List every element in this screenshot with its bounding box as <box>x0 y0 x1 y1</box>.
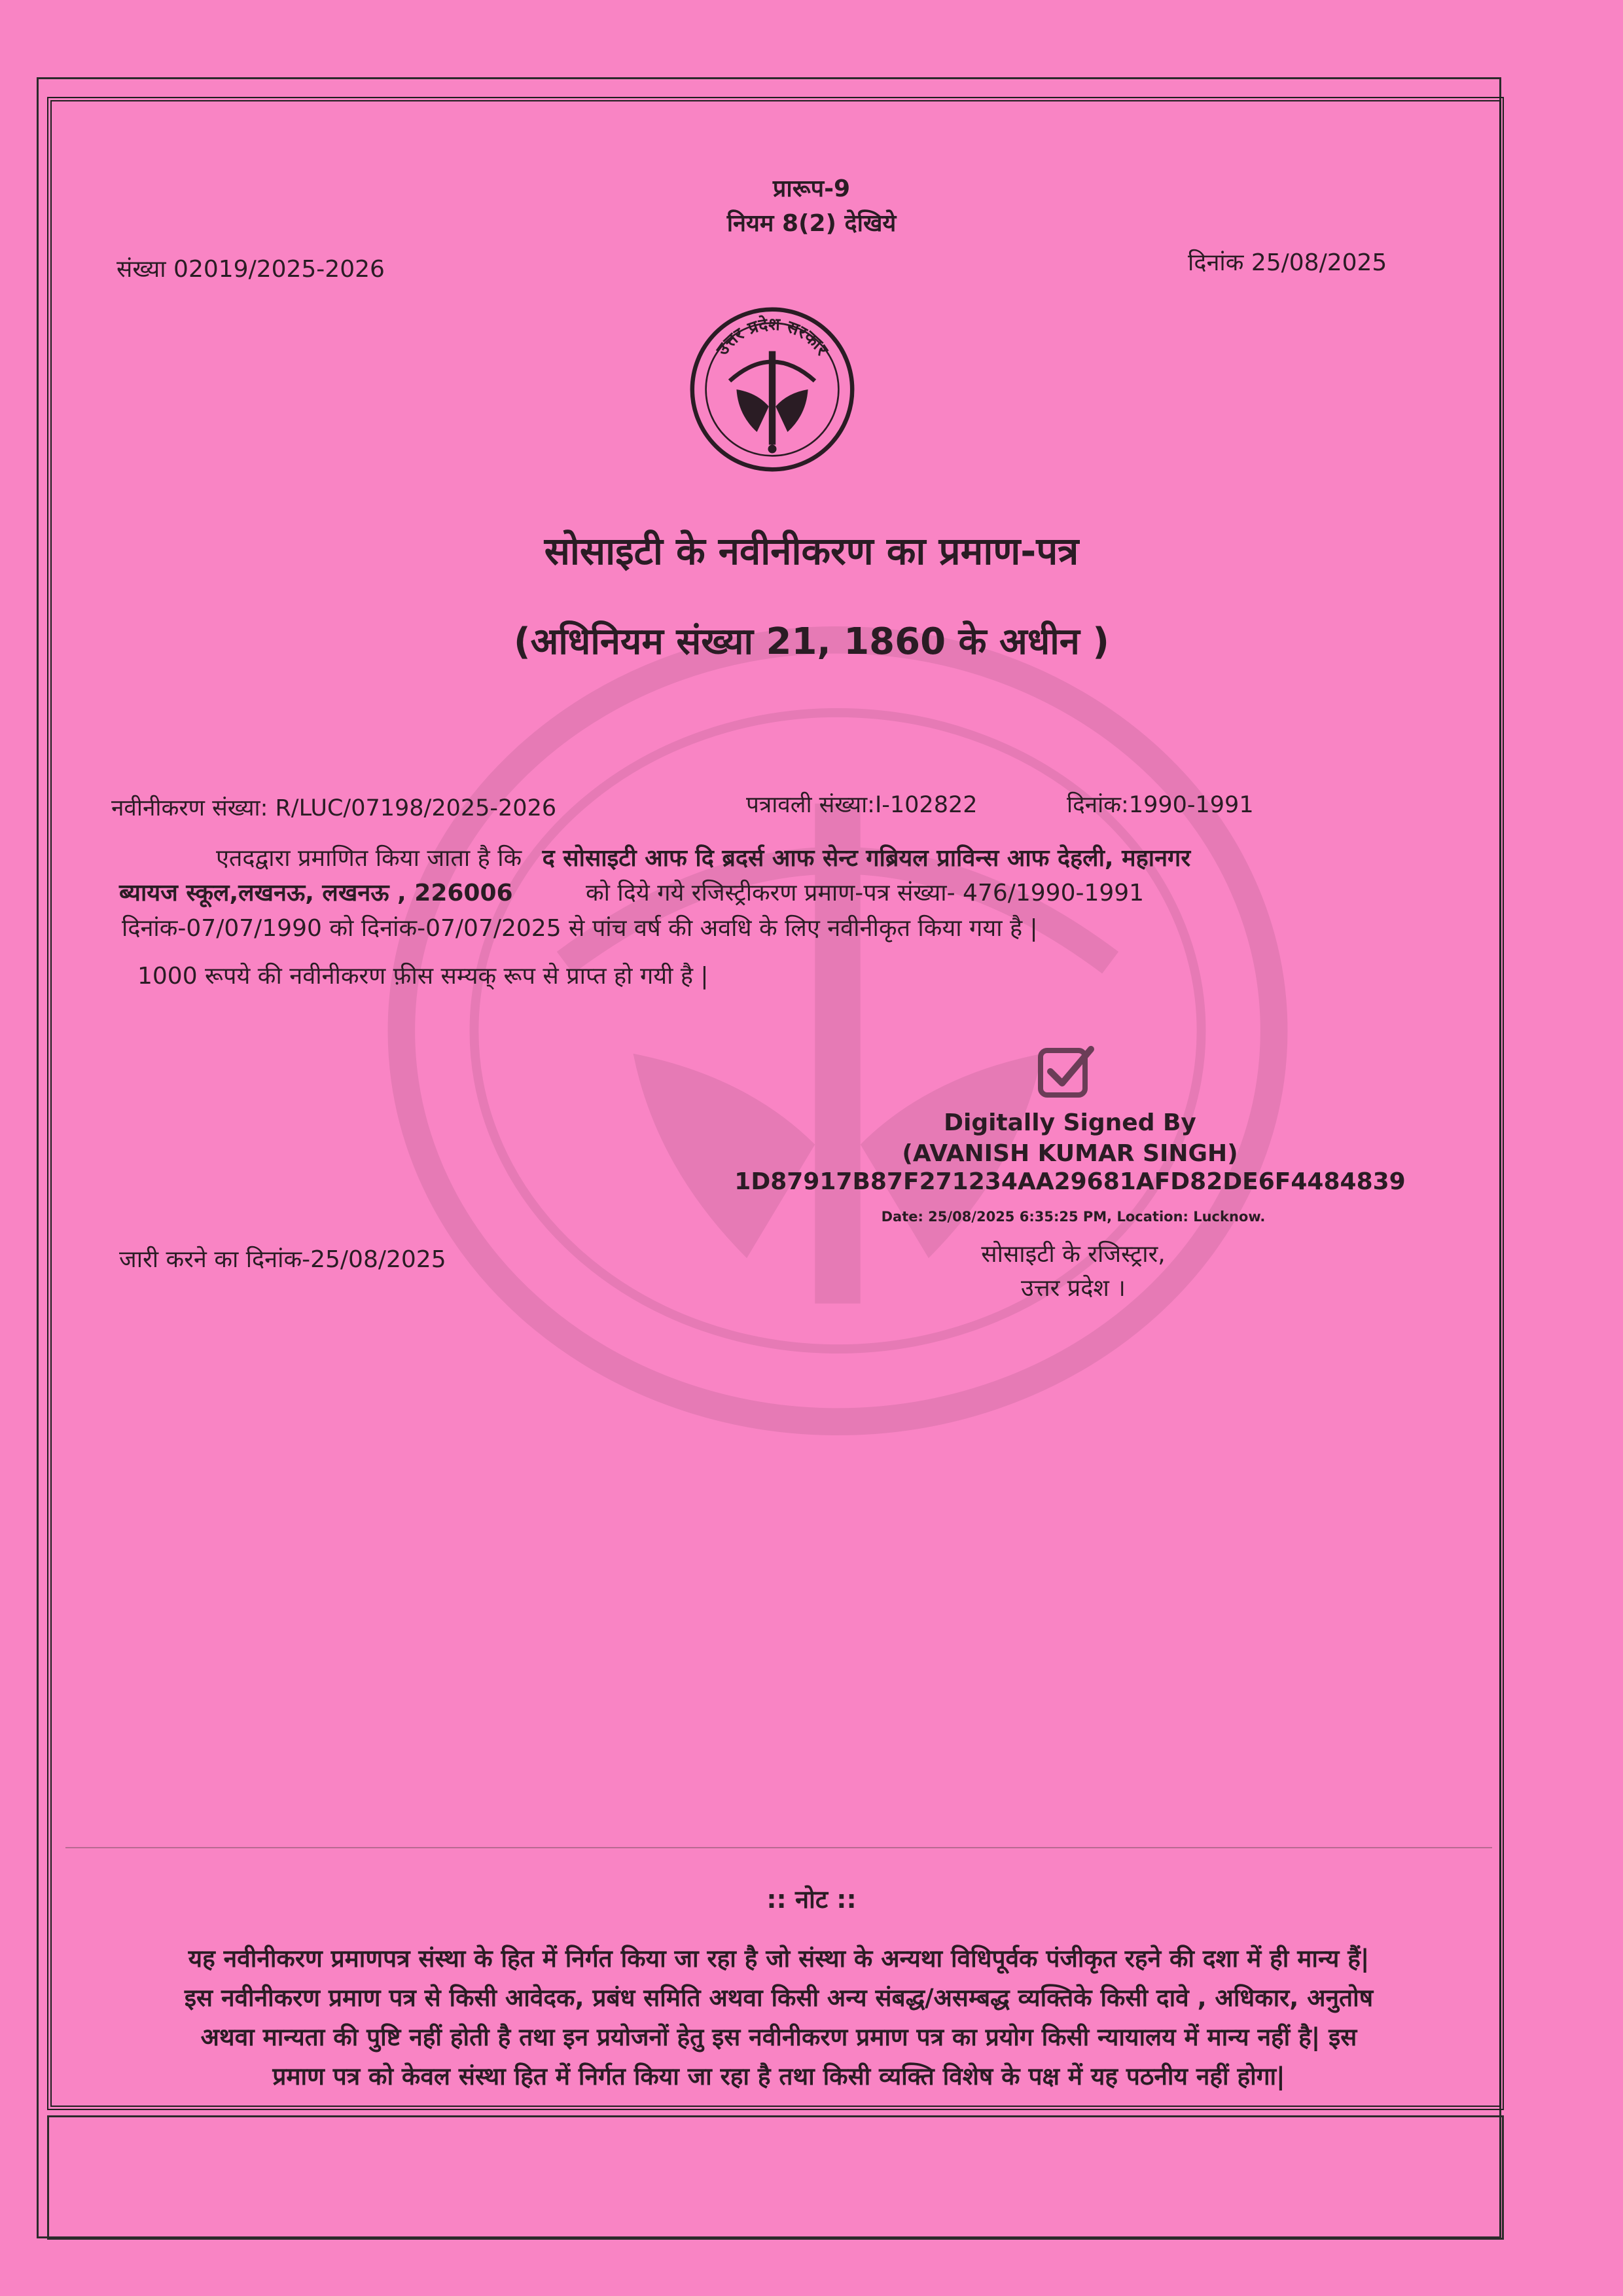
signer-name: (AVANISH KUMAR SINGH) <box>902 1140 1238 1167</box>
registration-number: को दिये गये रजिस्ट्रीकरण प्रमाण-पत्र संख्या- 476/1990-1991 <box>586 880 1145 906</box>
body-line-1-prefix: एतदद्वारा प्रमाणित किया जाता है कि <box>216 845 522 872</box>
watermark-emblem-icon <box>380 622 1296 1440</box>
file-number: पत्रावली संख्या:I-102822 <box>746 792 978 818</box>
certificate-subtitle: (अधिनियम संख्या 21, 1860 के अधीन ) <box>514 620 1109 663</box>
note-line-2: इस नवीनीकरण प्रमाण पत्र से किसी आवेदक, प्रबंध समिति अथवा किसी अन्य संबद्ध/असम्बद्ध व्यक्तिके किसी दावे , अधिकार, अनुतोष <box>184 1984 1374 2012</box>
certificate-number: संख्या 02019/2025-2026 <box>116 256 385 283</box>
society-name: द सोसाइटी आफ दि ब्रदर्स आफ सेन्ट गब्रियल प्राविन्स आफ देहली, महानगर <box>542 845 1191 872</box>
note-line-4: प्रमाण पत्र को केवल संस्था हित में निर्गत किया जा रहा है तथा किसी व्यक्ति विशेष के पक्ष में यह पठनीय नहीं होगा| <box>272 2062 1285 2090</box>
emblem-text: उत्तर प्रदेश सरकार <box>712 314 832 359</box>
certificate-date: दिनांक 25/08/2025 <box>1188 249 1387 276</box>
body-line-1 <box>216 841 1190 873</box>
certificate-title: सोसाइटी के नवीनीकरण का प्रमाण-पत्र <box>544 529 1079 573</box>
body-line-3: दिनांक-07/07/1990 को दिनांक-07/07/2025 से पांच वर्ष की अवधि के लिए नवीनीकृत किया गया है | <box>122 915 1038 942</box>
note-line-3: अथवा मान्यता की पुष्टि नहीं होती है तथा इन प्रयोजनों हेतु इस नवीनीकरण प्रमाण पत्र का प्रयोग किसी न्यायालय में मान्य नहीं है| इस <box>200 2023 1357 2051</box>
bottom-box <box>47 2115 1504 2240</box>
up-government-emblem-icon <box>687 304 857 475</box>
body-line-2 <box>119 876 1144 908</box>
form-label: प्रारूप-9 <box>772 175 851 202</box>
file-date: दिनांक:1990-1991 <box>1067 792 1254 818</box>
signature-hash: 1D87917B87F271234AA29681AFD82DE6F4484839 <box>734 1168 1406 1195</box>
note-divider <box>65 1847 1492 1848</box>
registrar-designation: सोसाइटी के रजिस्ट्रार, <box>981 1241 1166 1268</box>
signed-by-label: Digitally Signed By <box>944 1109 1196 1136</box>
note-heading: :: नोट :: <box>766 1885 857 1914</box>
renewal-number: नवीनीकरण संख्या: R/LUC/07198/2025-2026 <box>111 795 557 821</box>
rule-label: नियम 8(2) देखिये <box>726 210 897 237</box>
fee-line: 1000 रूपये की नवीनीकरण फ़ीस सम्यक् रूप से प्राप्त हो गयी है | <box>137 963 709 990</box>
note-line-1: यह नवीनीकरण प्रमाणपत्र संस्था के हित में निर्गत किया जा रहा है जो संस्था के अन्यथा विधिपूर्वक पंजीकृत रहने की दशा में ही मान्य हैं| <box>188 1945 1370 1973</box>
registrar-state: उत्तर प्रदेश । <box>1021 1275 1126 1302</box>
issue-date: जारी करने का दिनांक-25/08/2025 <box>119 1246 446 1273</box>
signature-meta: Date: 25/08/2025 6:35:25 PM, Location: Lucknow. <box>881 1209 1266 1225</box>
society-address: ब्यायज स्कूल,लखनऊ, लखनऊ , 226006 <box>119 880 513 906</box>
signature-check-icon <box>1037 1044 1096 1100</box>
